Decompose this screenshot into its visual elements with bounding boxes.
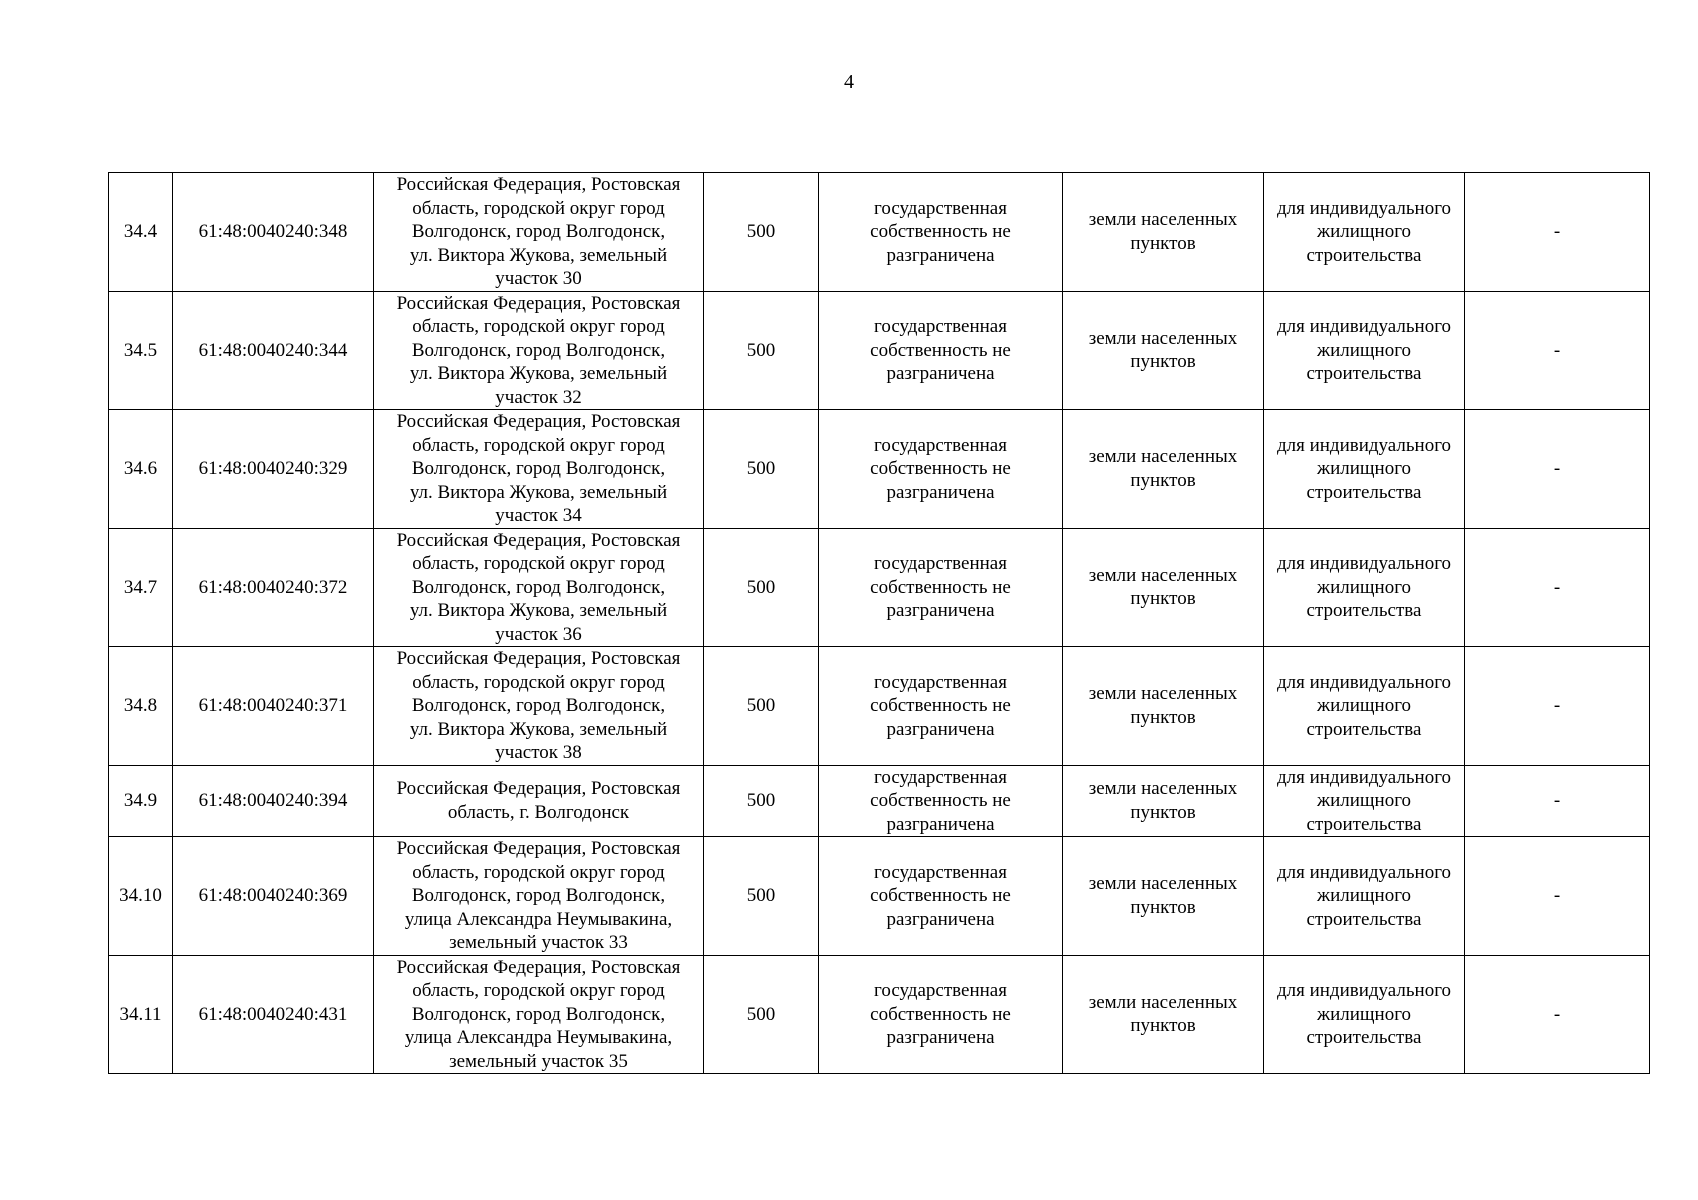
cell-address-line: ул. Виктора Жукова, земельный bbox=[409, 600, 668, 621]
cell-ownership-line: государственная bbox=[874, 316, 1007, 337]
cell-number: 34.11 bbox=[109, 955, 173, 1074]
cell-permitted-use bbox=[1264, 765, 1465, 837]
cell-address-line: Волгодонск, город Волгодонск, bbox=[411, 885, 666, 906]
cell-land-category-line: земли населенных bbox=[1088, 683, 1238, 705]
cell-address-line: ул. Виктора Жукова, земельный bbox=[409, 244, 668, 266]
cell-note: - bbox=[1465, 528, 1650, 647]
cell-permitted-use-line: жилищного bbox=[1316, 790, 1412, 811]
cell-area: 500 bbox=[704, 173, 819, 292]
cell-address-line: Российская Федерация, Ростовская bbox=[396, 778, 681, 800]
cell-address bbox=[374, 837, 704, 956]
cell-address-line: земельный участок 35 bbox=[449, 1050, 628, 1072]
cell-ownership-line: государственная bbox=[874, 671, 1007, 693]
cell-ownership-line: собственность не bbox=[870, 1003, 1011, 1025]
cell-permitted-use-line: жилищного bbox=[1316, 458, 1412, 479]
cell-land-category-line: пунктов bbox=[1130, 351, 1196, 373]
cell-permitted-use-line: строительства bbox=[1306, 813, 1422, 835]
cell-permitted-use bbox=[1264, 955, 1465, 1074]
cell-note: - bbox=[1465, 765, 1650, 837]
cell-land-category-line: земли населенных bbox=[1088, 446, 1238, 468]
cell-address-line: улица Александра Неумывакина, bbox=[404, 908, 673, 930]
cell-number: 34.6 bbox=[109, 410, 173, 529]
cell-ownership-line: собственность не bbox=[870, 339, 1011, 361]
cell-address-line: участок 38 bbox=[495, 742, 582, 763]
cell-address-line: участок 36 bbox=[495, 623, 582, 645]
cell-cadastral-number: 61:48:0040240:369 bbox=[173, 837, 374, 956]
cell-ownership-line: государственная bbox=[874, 861, 1007, 883]
cell-ownership-line: государственная bbox=[874, 766, 1007, 788]
cell-area: 500 bbox=[704, 528, 819, 647]
cell-address-line: область, городской округ город bbox=[412, 980, 665, 1001]
cell-land-category-line: земли населенных bbox=[1088, 873, 1238, 895]
cell-cadastral-number: 61:48:0040240:329 bbox=[173, 410, 374, 529]
cell-permitted-use-line: строительства bbox=[1306, 718, 1422, 740]
cell-address bbox=[374, 291, 704, 410]
cell-address-line: область, городской округ город bbox=[412, 434, 665, 456]
cell-number: 34.9 bbox=[109, 765, 173, 837]
cell-land-category bbox=[1063, 410, 1264, 529]
cell-address-line: участок 32 bbox=[495, 386, 582, 408]
cell-land-category-line: пунктов bbox=[1130, 588, 1196, 610]
cell-address bbox=[374, 528, 704, 647]
cell-ownership-line: разграничена bbox=[886, 481, 995, 503]
cell-cadastral-number: 61:48:0040240:431 bbox=[173, 955, 374, 1074]
cell-ownership-line: собственность не bbox=[870, 885, 1011, 906]
cell-area: 500 bbox=[704, 647, 819, 766]
cell-land-category-line: пунктов bbox=[1130, 469, 1196, 491]
cell-ownership bbox=[819, 291, 1063, 410]
cell-number: 34.5 bbox=[109, 291, 173, 410]
cell-land-category-line: земли населенных bbox=[1088, 327, 1238, 349]
cell-ownership-line: государственная bbox=[874, 553, 1007, 574]
cell-land-category-line: пунктов bbox=[1130, 1015, 1196, 1037]
cell-note: - bbox=[1465, 647, 1650, 766]
cell-land-category-line: пунктов bbox=[1130, 801, 1196, 823]
cell-address-line: Российская Федерация, Ростовская bbox=[396, 838, 681, 859]
table-row bbox=[109, 955, 1650, 1074]
cell-address-line: Российская Федерация, Ростовская bbox=[396, 411, 681, 432]
cell-note: - bbox=[1465, 291, 1650, 410]
cell-ownership-line: собственность не bbox=[870, 695, 1011, 716]
cell-note: - bbox=[1465, 955, 1650, 1074]
cell-land-category-line: земли населенных bbox=[1088, 209, 1238, 231]
cell-note: - bbox=[1465, 173, 1650, 292]
cell-permitted-use-line: жилищного bbox=[1316, 576, 1412, 598]
cell-address-line: область, городской округ город bbox=[412, 671, 665, 693]
cell-area: 500 bbox=[704, 955, 819, 1074]
cell-address-line: область, городской округ город bbox=[412, 197, 665, 219]
cell-land-category bbox=[1063, 955, 1264, 1074]
cell-permitted-use-line: для индивидуального bbox=[1276, 434, 1452, 456]
page-number: 4 bbox=[844, 71, 854, 93]
cell-cadastral-number: 61:48:0040240:348 bbox=[173, 173, 374, 292]
cell-address-line: ул. Виктора Жукова, земельный bbox=[409, 363, 668, 384]
cell-permitted-use bbox=[1264, 410, 1465, 529]
cell-address bbox=[374, 410, 704, 529]
cell-ownership-line: государственная bbox=[874, 434, 1007, 456]
cell-address-line: участок 34 bbox=[495, 505, 582, 526]
cell-ownership bbox=[819, 955, 1063, 1074]
cell-land-category bbox=[1063, 528, 1264, 647]
cell-permitted-use-line: жилищного bbox=[1316, 695, 1412, 716]
cell-ownership-line: разграничена bbox=[886, 600, 995, 621]
cell-address-line: Волгодонск, город Волгодонск, bbox=[411, 458, 666, 479]
cell-land-category-line: земли населенных bbox=[1088, 778, 1238, 800]
cell-land-category bbox=[1063, 837, 1264, 956]
cell-address-line: область, городской округ город bbox=[412, 316, 665, 337]
cell-permitted-use-line: жилищного bbox=[1316, 221, 1412, 242]
cell-ownership-line: государственная bbox=[874, 980, 1007, 1001]
cell-address-line: Волгодонск, город Волгодонск, bbox=[411, 576, 666, 598]
cell-permitted-use bbox=[1264, 173, 1465, 292]
cell-number: 34.8 bbox=[109, 647, 173, 766]
cell-cadastral-number: 61:48:0040240:372 bbox=[173, 528, 374, 647]
cell-permitted-use-line: строительства bbox=[1306, 600, 1422, 621]
cell-permitted-use-line: жилищного bbox=[1316, 1003, 1412, 1025]
cell-permitted-use-line: для индивидуального bbox=[1276, 980, 1452, 1001]
cell-address-line: Российская Федерация, Ростовская bbox=[396, 648, 681, 669]
cell-land-category-line: пунктов bbox=[1130, 896, 1196, 918]
cell-ownership bbox=[819, 410, 1063, 529]
cell-note: - bbox=[1465, 410, 1650, 529]
cell-permitted-use-line: строительства bbox=[1306, 1027, 1422, 1048]
table-row bbox=[109, 837, 1650, 956]
cell-land-category bbox=[1063, 291, 1264, 410]
cell-permitted-use-line: для индивидуального bbox=[1276, 861, 1452, 883]
table-row bbox=[109, 647, 1650, 766]
cell-note: - bbox=[1465, 837, 1650, 956]
cell-address-line: ул. Виктора Жукова, земельный bbox=[409, 481, 668, 503]
cell-ownership-line: разграничена bbox=[886, 363, 995, 384]
cell-ownership-line: собственность не bbox=[870, 790, 1011, 811]
cell-ownership-line: разграничена bbox=[886, 718, 995, 740]
cell-permitted-use-line: строительства bbox=[1306, 363, 1422, 384]
cell-address-line: Российская Федерация, Ростовская bbox=[396, 292, 681, 314]
cell-permitted-use-line: для индивидуального bbox=[1276, 316, 1452, 337]
cell-ownership bbox=[819, 647, 1063, 766]
cell-address-line: Волгодонск, город Волгодонск, bbox=[411, 1003, 666, 1025]
cell-number: 34.10 bbox=[109, 837, 173, 956]
cell-number: 34.4 bbox=[109, 173, 173, 292]
cell-address-line: земельный участок 33 bbox=[449, 932, 628, 953]
cell-address bbox=[374, 173, 704, 292]
cell-land-category-line: пунктов bbox=[1130, 232, 1196, 254]
cell-land-category-line: земли населенных bbox=[1088, 564, 1238, 586]
cell-permitted-use-line: строительства bbox=[1306, 908, 1422, 930]
cell-permitted-use-line: для индивидуального bbox=[1276, 197, 1452, 219]
cell-permitted-use bbox=[1264, 528, 1465, 647]
cell-address bbox=[374, 647, 704, 766]
cell-address-line: Волгодонск, город Волгодонск, bbox=[411, 339, 666, 361]
cell-ownership-line: разграничена bbox=[886, 244, 995, 266]
cell-address-line: Российская Федерация, Ростовская bbox=[396, 174, 681, 195]
cell-permitted-use-line: строительства bbox=[1306, 244, 1422, 266]
cell-address-line: область, городской округ город bbox=[412, 861, 665, 883]
cell-address-line: область, г. Волгодонск bbox=[447, 801, 630, 823]
cell-land-category bbox=[1063, 765, 1264, 837]
cell-cadastral-number: 61:48:0040240:371 bbox=[173, 647, 374, 766]
cell-permitted-use-line: для индивидуального bbox=[1276, 553, 1452, 574]
cell-address-line: улица Александра Неумывакина, bbox=[404, 1027, 673, 1048]
cell-address bbox=[374, 765, 704, 837]
cell-ownership-line: собственность не bbox=[870, 221, 1011, 242]
cell-permitted-use bbox=[1264, 837, 1465, 956]
cell-ownership-line: разграничена bbox=[886, 813, 995, 835]
cell-permitted-use-line: для индивидуального bbox=[1276, 671, 1452, 693]
cell-address-line: участок 30 bbox=[495, 268, 582, 289]
cell-cadastral-number: 61:48:0040240:394 bbox=[173, 765, 374, 837]
cell-address bbox=[374, 955, 704, 1074]
cell-ownership-line: собственность не bbox=[870, 458, 1011, 479]
cell-land-category-line: земли населенных bbox=[1088, 991, 1238, 1013]
cell-ownership bbox=[819, 837, 1063, 956]
land-plots-table bbox=[108, 172, 1650, 1074]
cell-area: 500 bbox=[704, 765, 819, 837]
cell-address-line: область, городской округ город bbox=[412, 553, 665, 574]
cell-ownership-line: собственность не bbox=[870, 576, 1011, 598]
cell-cadastral-number: 61:48:0040240:344 bbox=[173, 291, 374, 410]
table-row bbox=[109, 173, 1650, 292]
table-row bbox=[109, 528, 1650, 647]
table-row bbox=[109, 410, 1650, 529]
cell-ownership bbox=[819, 528, 1063, 647]
table-row bbox=[109, 765, 1650, 837]
table-row bbox=[109, 291, 1650, 410]
cell-area: 500 bbox=[704, 291, 819, 410]
cell-land-category bbox=[1063, 647, 1264, 766]
cell-permitted-use-line: для индивидуального bbox=[1276, 766, 1452, 788]
cell-address-line: Волгодонск, город Волгодонск, bbox=[411, 695, 666, 716]
cell-ownership bbox=[819, 173, 1063, 292]
cell-permitted-use-line: строительства bbox=[1306, 481, 1422, 503]
cell-permitted-use bbox=[1264, 291, 1465, 410]
cell-permitted-use bbox=[1264, 647, 1465, 766]
table-body bbox=[109, 173, 1650, 1074]
cell-address-line: Российская Федерация, Ростовская bbox=[396, 529, 681, 551]
cell-permitted-use-line: жилищного bbox=[1316, 885, 1412, 906]
cell-address-line: Волгодонск, город Волгодонск, bbox=[411, 221, 666, 242]
cell-ownership bbox=[819, 765, 1063, 837]
cell-land-category-line: пунктов bbox=[1130, 706, 1196, 728]
cell-address-line: ул. Виктора Жукова, земельный bbox=[409, 718, 668, 740]
cell-ownership-line: разграничена bbox=[886, 1027, 995, 1048]
cell-ownership-line: разграничена bbox=[886, 908, 995, 930]
cell-land-category bbox=[1063, 173, 1264, 292]
cell-ownership-line: государственная bbox=[874, 197, 1007, 219]
cell-address-line: Российская Федерация, Ростовская bbox=[396, 956, 681, 978]
cell-permitted-use-line: жилищного bbox=[1316, 339, 1412, 361]
cell-area: 500 bbox=[704, 837, 819, 956]
cell-number: 34.7 bbox=[109, 528, 173, 647]
cell-area: 500 bbox=[704, 410, 819, 529]
